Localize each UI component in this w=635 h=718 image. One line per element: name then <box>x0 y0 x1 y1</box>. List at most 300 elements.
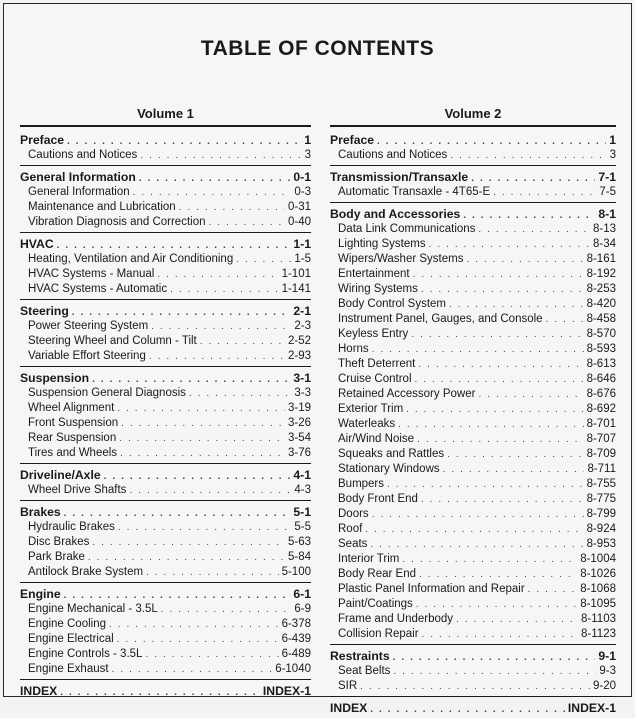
dot-leader <box>120 446 285 461</box>
index-entry-page-number: INDEX-1 <box>262 684 311 698</box>
toc-entry-page-number: 3-54 <box>287 432 311 444</box>
toc-entry-page-number: 5-84 <box>287 551 311 563</box>
toc-entry[interactable] <box>330 522 616 537</box>
dot-leader <box>189 386 291 401</box>
toc-entry-page-number: 2-93 <box>287 350 311 362</box>
dot-leader <box>129 483 291 498</box>
dot-leader <box>119 431 285 446</box>
toc-entry-page-number: 3-26 <box>287 417 311 429</box>
dot-leader <box>92 535 285 550</box>
toc-entry[interactable] <box>330 342 616 357</box>
dot-leader <box>146 565 279 580</box>
toc-entry-page-number: 9-3 <box>599 665 616 677</box>
toc-entry-label: Heating, Ventilation and Air Conditioning <box>28 253 234 265</box>
section-heading-label: Preface <box>20 133 65 147</box>
dot-leader <box>151 319 291 334</box>
section-heading[interactable] <box>20 169 311 185</box>
dot-leader <box>493 185 596 200</box>
toc-entry-label: Disc Brakes <box>28 536 90 548</box>
toc-entry-label: Front Suspension <box>28 417 119 429</box>
toc-entry-page-number: 2-3 <box>294 320 311 332</box>
toc-entry-label: General Information <box>28 186 130 198</box>
section-heading-label: Body and Accessories <box>330 207 461 221</box>
section-heading-label: Transmission/Transaxle <box>330 170 469 184</box>
toc-entry-label: Park Brake <box>28 551 85 563</box>
section-heading[interactable] <box>330 648 616 664</box>
toc-entry-label: Wipers/Washer Systems <box>338 253 464 265</box>
section-heading[interactable] <box>20 132 311 148</box>
toc-entry-label: Instrument Panel, Gauges, and Console <box>338 313 543 325</box>
section-heading-page-number: 7-1 <box>598 170 616 184</box>
toc-entry[interactable] <box>330 387 616 402</box>
toc-entry-page-number: 8-13 <box>592 223 616 235</box>
toc-entry-page-number: 8-420 <box>586 298 616 310</box>
section-heading[interactable] <box>330 132 616 148</box>
toc-entry[interactable] <box>20 565 311 580</box>
section-heading-page-number: 2-1 <box>293 304 311 318</box>
toc-entry-label: Power Steering System <box>28 320 149 332</box>
toc-entry-label: Wheel Drive Shafts <box>28 484 127 496</box>
dot-leader <box>416 597 577 612</box>
dot-leader <box>370 702 565 718</box>
toc-entry-label: Cautions and Notices <box>338 149 448 161</box>
toc-entry-page-number: 6-9 <box>294 603 311 615</box>
toc-entry-label: Cautions and Notices <box>28 149 138 161</box>
toc-entry-page-number: 8-692 <box>586 403 616 415</box>
toc-entry-page-number: 0-40 <box>287 216 311 228</box>
toc-entry[interactable] <box>330 597 616 612</box>
toc-entry-label: Plastic Panel Information and Repair <box>338 583 525 595</box>
toc-entry-page-number: 5-5 <box>294 521 311 533</box>
dot-leader <box>133 185 292 200</box>
toc-entry[interactable] <box>20 602 311 617</box>
toc-entry-label: Antilock Brake System <box>28 566 144 578</box>
toc-entry-label: Engine Electrical <box>28 633 114 645</box>
divider <box>330 125 616 127</box>
dot-leader <box>121 416 285 431</box>
dot-leader <box>118 520 291 535</box>
toc-entry-page-number: 8-701 <box>586 418 616 430</box>
section-list <box>330 132 616 716</box>
toc-entry-label: Roof <box>338 523 363 535</box>
toc-entry[interactable] <box>20 215 311 230</box>
toc-entry[interactable] <box>330 267 616 282</box>
toc-entry[interactable] <box>20 349 311 364</box>
toc-entry-label: Suspension General Diagnosis <box>28 387 186 399</box>
toc-entry-label: Wiring Systems <box>338 283 418 295</box>
toc-entry-page-number: 8-593 <box>586 343 616 355</box>
toc-entry[interactable] <box>330 148 616 163</box>
toc-entry[interactable] <box>20 148 311 163</box>
section-heading-label: Preface <box>330 133 375 147</box>
section-heading[interactable] <box>20 236 311 252</box>
toc-entry-label: Frame and Underbody <box>338 613 454 625</box>
index-entry-page-number: INDEX-1 <box>567 701 616 715</box>
section-heading-page-number: 9-1 <box>598 649 616 663</box>
dot-leader <box>419 567 577 582</box>
section-list <box>20 132 311 699</box>
section-divider <box>20 679 311 680</box>
toc-entry[interactable] <box>20 647 311 662</box>
index-entry-label: INDEX <box>330 701 368 715</box>
section-divider <box>20 366 311 367</box>
toc-entry[interactable] <box>20 632 311 647</box>
toc-entry-label: Entertainment <box>338 268 410 280</box>
volume-heading: Volume 2 <box>444 106 502 121</box>
toc-entry-page-number: 8-253 <box>586 283 616 295</box>
volume-2-column <box>330 105 616 716</box>
dot-leader <box>372 507 584 522</box>
dot-leader <box>406 402 583 417</box>
dot-leader <box>117 401 285 416</box>
toc-entry-label: Maintenance and Lubrication <box>28 201 176 213</box>
toc-entry[interactable] <box>20 431 311 446</box>
dot-leader <box>466 252 583 267</box>
dot-leader <box>140 148 301 163</box>
toc-entry-page-number: 8-458 <box>586 313 616 325</box>
dot-leader <box>421 492 584 507</box>
dot-leader <box>413 267 584 282</box>
toc-entry-label: Interior Trim <box>338 553 400 565</box>
section-heading-label: Brakes <box>20 505 61 519</box>
toc-entry-label: Tires and Wheels <box>28 447 118 459</box>
section-heading[interactable] <box>20 504 311 520</box>
toc-entry-label: Engine Cooling <box>28 618 107 630</box>
toc-entry[interactable] <box>20 319 311 334</box>
toc-section <box>330 206 616 645</box>
toc-entry-label: Body Rear End <box>338 568 416 580</box>
toc-entry-page-number: 8-1095 <box>580 598 616 610</box>
section-heading-page-number: 5-1 <box>293 505 311 519</box>
section-heading-label: Driveline/Axle <box>20 468 101 482</box>
page-title: TABLE OF CONTENTS <box>200 37 435 60</box>
toc-entry-label: Theft Deterrent <box>338 358 416 370</box>
toc-entry-label: HVAC Systems - Manual <box>28 268 155 280</box>
toc-entry-label: Exterior Trim <box>338 403 404 415</box>
toc-entry[interactable] <box>20 416 311 431</box>
toc-entry-label: Wheel Alignment <box>28 402 115 414</box>
toc-entry-page-number: 3-3 <box>294 387 311 399</box>
toc-entry-page-number: 8-1103 <box>581 613 616 625</box>
index-entry[interactable] <box>330 700 616 716</box>
section-heading-label: Restraints <box>330 649 390 663</box>
section-divider <box>20 463 311 464</box>
toc-entry-label: Air/Wind Noise <box>338 433 415 445</box>
toc-section <box>20 586 311 680</box>
toc-entry[interactable] <box>330 679 616 694</box>
toc-section <box>20 132 311 166</box>
dot-leader <box>157 267 278 282</box>
toc-entry-page-number: 8-1123 <box>581 628 616 640</box>
toc-entry-label: Stationary Windows <box>338 463 440 475</box>
section-heading-page-number: 3-1 <box>293 371 311 385</box>
toc-entry[interactable] <box>330 357 616 372</box>
section-divider <box>20 299 311 300</box>
dot-leader <box>450 148 606 163</box>
toc-entry-label: Lighting Systems <box>338 238 426 250</box>
dot-leader <box>200 334 285 349</box>
toc-entry-label: Waterleaks <box>338 418 396 430</box>
toc-entry[interactable] <box>330 297 616 312</box>
toc-entry-page-number: 8-646 <box>586 373 616 385</box>
toc-entry[interactable] <box>20 267 311 282</box>
toc-entry-label: Engine Mechanical - 3.5L <box>28 603 158 615</box>
toc-entry-page-number: 4-3 <box>294 484 311 496</box>
section-heading[interactable] <box>330 169 616 185</box>
toc-entry-page-number: 8-570 <box>586 328 616 340</box>
toc-entry[interactable] <box>330 237 616 252</box>
section-heading-label: Suspension <box>20 371 90 385</box>
index-entry[interactable] <box>20 683 311 699</box>
dot-leader <box>161 602 292 617</box>
toc-entry-page-number: 3 <box>304 149 311 161</box>
toc-entry-page-number: 0-3 <box>294 186 311 198</box>
toc-entry-page-number: 8-775 <box>586 493 616 505</box>
toc-entry-label: Variable Effort Steering <box>28 350 146 362</box>
toc-entry[interactable] <box>330 537 616 552</box>
toc-entry[interactable] <box>330 282 616 297</box>
dot-leader <box>109 617 279 632</box>
toc-entry[interactable] <box>330 664 616 679</box>
section-heading[interactable] <box>20 467 311 483</box>
toc-entry[interactable] <box>330 417 616 432</box>
toc-entry[interactable] <box>330 627 616 642</box>
dot-leader <box>456 612 578 627</box>
dot-leader <box>88 550 285 565</box>
toc-entry-page-number: 8-709 <box>586 448 616 460</box>
dot-leader <box>443 462 585 477</box>
dot-leader <box>418 357 583 372</box>
section-heading-label: HVAC <box>20 237 54 251</box>
dot-leader <box>112 662 273 677</box>
toc-entry[interactable] <box>330 327 616 342</box>
dot-leader <box>387 477 584 492</box>
dot-leader <box>117 632 279 647</box>
volume-heading: Volume 1 <box>137 106 194 121</box>
dot-leader <box>372 342 584 357</box>
dot-leader <box>411 327 583 342</box>
toc-entry-page-number: 6-378 <box>281 618 311 630</box>
toc-entry[interactable] <box>20 252 311 267</box>
toc-entry-page-number: 8-161 <box>586 253 616 265</box>
dot-leader <box>365 522 583 537</box>
section-heading[interactable] <box>20 586 311 602</box>
toc-entry-page-number: 5-63 <box>287 536 311 548</box>
toc-entry-page-number: 3-19 <box>287 402 311 414</box>
toc-entry[interactable] <box>330 612 616 627</box>
toc-entry-label: Hydraulic Brakes <box>28 521 115 533</box>
toc-entry-page-number: 8-192 <box>586 268 616 280</box>
toc-section <box>20 169 311 233</box>
toc-entry[interactable] <box>330 507 616 522</box>
toc-entry-label: Body Control System <box>338 298 447 310</box>
dot-leader <box>402 552 577 567</box>
toc-entry-page-number: 6-489 <box>281 648 311 660</box>
toc-section <box>20 370 311 464</box>
section-divider <box>330 644 616 645</box>
toc-entry-label: Squeaks and Rattles <box>338 448 445 460</box>
section-heading-page-number: 4-1 <box>293 468 311 482</box>
toc-entry-page-number: 0-31 <box>287 201 311 213</box>
toc-page <box>3 3 632 715</box>
toc-entry[interactable] <box>20 446 311 461</box>
toc-entry-page-number: 1-5 <box>294 253 311 265</box>
toc-entry-label: Bumpers <box>338 478 385 490</box>
toc-entry[interactable] <box>330 252 616 267</box>
toc-section <box>330 648 616 697</box>
section-heading-page-number: 1 <box>609 133 616 147</box>
toc-entry-page-number: 3-76 <box>287 447 311 459</box>
toc-entry-page-number: 8-707 <box>586 433 616 445</box>
dot-leader <box>149 349 285 364</box>
toc-entry[interactable] <box>20 617 311 632</box>
toc-entry-page-number: 8-799 <box>586 508 616 520</box>
toc-entry[interactable] <box>330 185 616 200</box>
toc-entry[interactable] <box>20 483 311 498</box>
toc-entry-label: SIR <box>338 680 358 692</box>
section-heading-page-number: 1-1 <box>293 237 311 251</box>
toc-entry[interactable] <box>20 185 311 200</box>
toc-entry[interactable] <box>330 402 616 417</box>
dot-leader <box>179 200 285 215</box>
dot-leader <box>60 685 260 701</box>
toc-entry-page-number: 8-613 <box>586 358 616 370</box>
toc-entry[interactable] <box>20 386 311 401</box>
toc-entry[interactable] <box>20 334 311 349</box>
toc-entry-label: Engine Exhaust <box>28 663 109 675</box>
toc-entry-page-number: 1-101 <box>281 268 311 280</box>
toc-entry-label: Engine Controls - 3.5L <box>28 648 143 660</box>
section-heading-label: General Information <box>20 170 136 184</box>
toc-entry-page-number: 3 <box>609 149 616 161</box>
toc-entry[interactable] <box>20 282 311 297</box>
section-heading-label: Engine <box>20 587 61 601</box>
section-heading-label: Steering <box>20 304 69 318</box>
dot-leader <box>209 215 285 230</box>
toc-section <box>20 303 311 367</box>
toc-entry-page-number: 7-5 <box>599 186 616 198</box>
dot-leader <box>370 537 583 552</box>
dot-leader <box>478 387 583 402</box>
toc-entry[interactable] <box>330 492 616 507</box>
toc-section <box>330 169 616 203</box>
toc-entry[interactable] <box>330 432 616 447</box>
toc-entry[interactable] <box>330 312 616 327</box>
toc-entry[interactable] <box>20 662 311 677</box>
dot-leader <box>546 312 584 327</box>
section-heading-page-number: 1 <box>304 133 311 147</box>
dot-leader <box>393 664 596 679</box>
toc-entry[interactable] <box>20 401 311 416</box>
toc-entry-page-number: 8-711 <box>587 463 616 475</box>
toc-entry-page-number: 9-20 <box>592 680 616 692</box>
section-divider <box>330 696 616 697</box>
toc-entry-label: Doors <box>338 508 369 520</box>
toc-entry-label: Horns <box>338 343 369 355</box>
toc-entry-page-number: 8-676 <box>586 388 616 400</box>
toc-entry[interactable] <box>20 520 311 535</box>
toc-entry-page-number: 6-439 <box>281 633 311 645</box>
toc-entry[interactable] <box>330 582 616 597</box>
dot-leader <box>145 647 278 662</box>
toc-entry-label: Paint/Coatings <box>338 598 413 610</box>
dot-leader <box>170 282 278 297</box>
toc-entry[interactable] <box>20 550 311 565</box>
section-divider <box>20 582 311 583</box>
toc-section <box>20 504 311 583</box>
toc-entry-page-number: 5-100 <box>281 566 311 578</box>
toc-entry-label: Seats <box>338 538 368 550</box>
toc-section <box>330 132 616 166</box>
volume-1-column <box>20 105 311 699</box>
divider <box>20 125 311 127</box>
section-divider <box>20 500 311 501</box>
dot-leader <box>417 432 584 447</box>
toc-entry-label: Steering Wheel and Column - Tilt <box>28 335 197 347</box>
toc-entry-label: Retained Accessory Power <box>338 388 476 400</box>
toc-entry-label: Collision Repair <box>338 628 419 640</box>
section-heading-page-number: 8-1 <box>598 207 616 221</box>
toc-entry[interactable] <box>330 222 616 237</box>
toc-entry-page-number: 8-1068 <box>580 583 616 595</box>
section-heading-page-number: 0-1 <box>293 170 311 184</box>
toc-entry-label: Rear Suspension <box>28 432 117 444</box>
dot-leader <box>528 582 578 597</box>
toc-entry[interactable] <box>330 447 616 462</box>
toc-entry-page-number: 8-1026 <box>580 568 616 580</box>
dot-leader <box>360 679 590 694</box>
toc-entry-label: Cruise Control <box>338 373 412 385</box>
section-heading[interactable] <box>20 370 311 386</box>
section-divider <box>330 165 616 166</box>
toc-entry[interactable] <box>20 200 311 215</box>
section-divider <box>20 232 311 233</box>
toc-entry-page-number: 8-34 <box>592 238 616 250</box>
dot-leader <box>447 447 583 462</box>
toc-entry-label: Vibration Diagnosis and Correction <box>28 216 206 228</box>
toc-section <box>20 236 311 300</box>
section-divider <box>20 165 311 166</box>
section-heading[interactable] <box>330 206 616 222</box>
index-entry-label: INDEX <box>20 684 58 698</box>
dot-leader <box>398 417 583 432</box>
dot-leader <box>415 372 584 387</box>
toc-entry-page-number: 8-924 <box>586 523 616 535</box>
toc-entry-label: Keyless Entry <box>338 328 409 340</box>
toc-entry[interactable] <box>330 462 616 477</box>
dot-leader <box>449 297 584 312</box>
section-heading-page-number: 6-1 <box>293 587 311 601</box>
toc-entry-label: Seat Belts <box>338 665 391 677</box>
toc-entry-label: Body Front End <box>338 493 418 505</box>
toc-entry[interactable] <box>20 535 311 550</box>
toc-entry[interactable] <box>330 477 616 492</box>
toc-entry-page-number: 6-1040 <box>275 663 311 675</box>
section-heading[interactable] <box>20 303 311 319</box>
dot-leader <box>236 252 291 267</box>
section-divider <box>330 202 616 203</box>
toc-entry[interactable] <box>330 372 616 387</box>
toc-entry-label: Data Link Communications <box>338 223 476 235</box>
dot-leader <box>421 282 584 297</box>
dot-leader <box>429 237 590 252</box>
dot-leader <box>478 222 590 237</box>
toc-entry-label: Automatic Transaxle - 4T65-E <box>338 186 491 198</box>
toc-entry[interactable] <box>330 567 616 582</box>
toc-entry[interactable] <box>330 552 616 567</box>
toc-entry-page-number: 8-953 <box>586 538 616 550</box>
toc-entry-page-number: 8-1004 <box>580 553 616 565</box>
